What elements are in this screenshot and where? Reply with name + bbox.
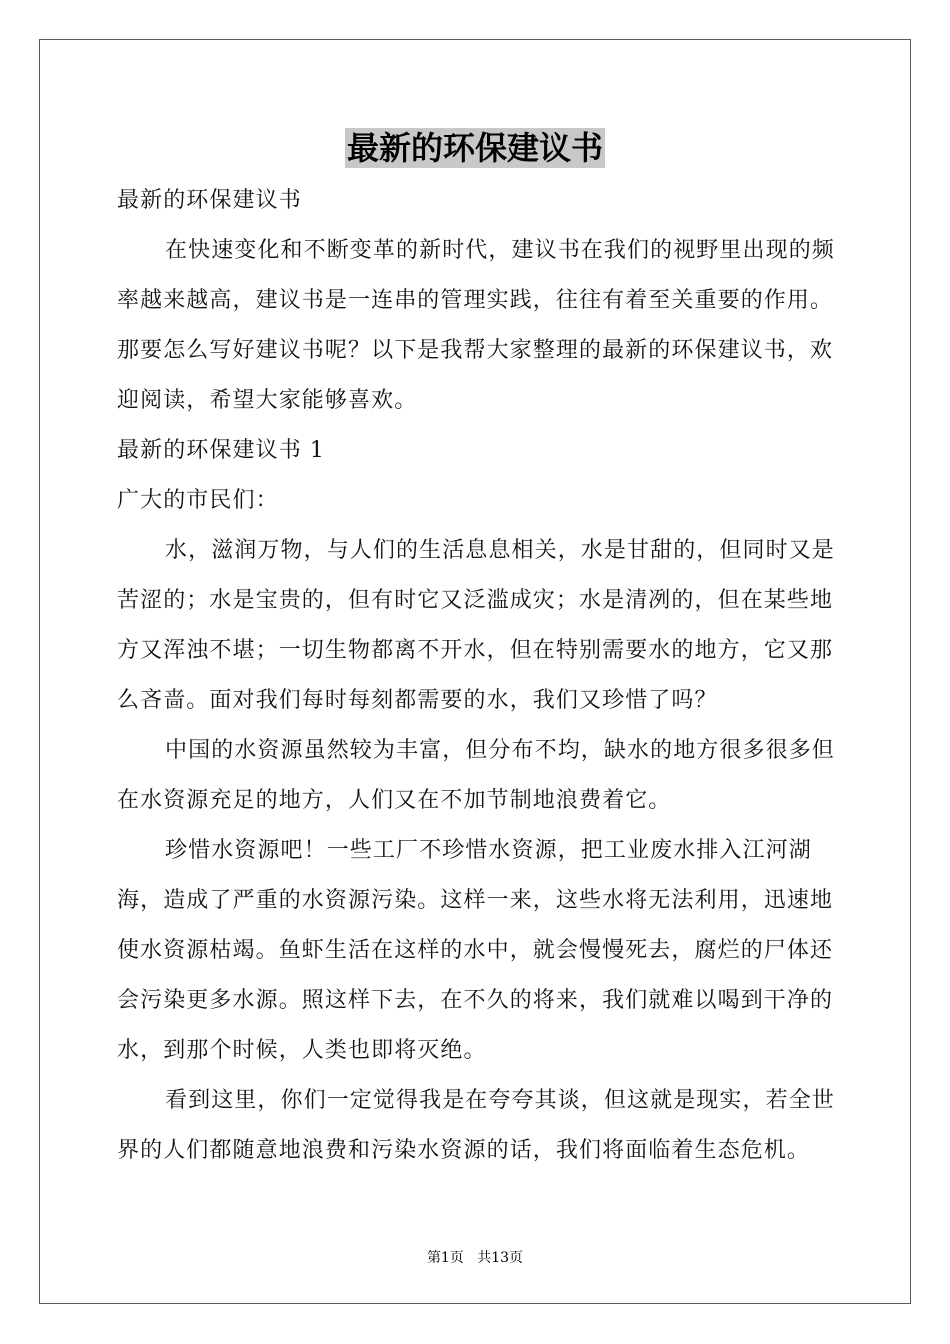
body-paragraph-3: 珍惜水资源吧！一些工厂不珍惜水资源，把工业废水排入江河湖海，造成了严重的水资源污染。这样一来，这些水将无法利用，迅速地使水资源枯竭。鱼虾生活在这样的水中，就会慢慢死去，腐烂的尸体还会污染更多水源。照这样下去，在不久的将来，我们就难以喝到干净的水，到那个时候，人类也即将灭绝。 (117, 838, 834, 1063)
body-paragraph-1: 水，滋润万物，与人们的生活息息相关，水是甘甜的，但同时又是苦涩的；水是宝贵的，但有时它又泛滥成灾；水是清冽的，但在某些地方又浑浊不堪；一切生物都离不开水，但在特别需要水的地方，它又那么吝啬。面对我们每时每刻都需要的水，我们又珍惜了吗？ (117, 538, 835, 713)
body-paragraph-4: 看到这里，你们一定觉得我是在夸夸其谈，但这就是现实，若全世界的人们都随意地浪费和污染水资源的话，我们将面临着生态危机。 (117, 1088, 835, 1163)
subtitle-line: 最新的环保建议书 (117, 188, 302, 213)
intro-paragraph: 在快速变化和不断变革的新时代，建议书在我们的视野里出现的频率越来越高，建议书是一连串的管理实践，往往有着至关重要的作用。那要怎么写好建议书呢？以下是我帮大家整理的最新的环保建议书，欢迎阅读，希望大家能够喜欢。 (117, 238, 835, 413)
salutation: 广大的市民们： (117, 488, 279, 513)
page-total: 共13页 (477, 1250, 524, 1266)
section-heading: 最新的环保建议书 1 (117, 438, 325, 463)
document-title: 最新的环保建议书 (346, 129, 603, 167)
document-body (117, 176, 839, 1176)
page-number: 第1页 (426, 1250, 464, 1266)
body-paragraph-2: 中国的水资源虽然较为丰富，但分布不均，缺水的地方很多很多但在水资源充足的地方，人们又在不加节制地浪费着它。 (117, 738, 835, 813)
page-footer (0, 1247, 950, 1267)
title-wrapper (0, 128, 950, 168)
